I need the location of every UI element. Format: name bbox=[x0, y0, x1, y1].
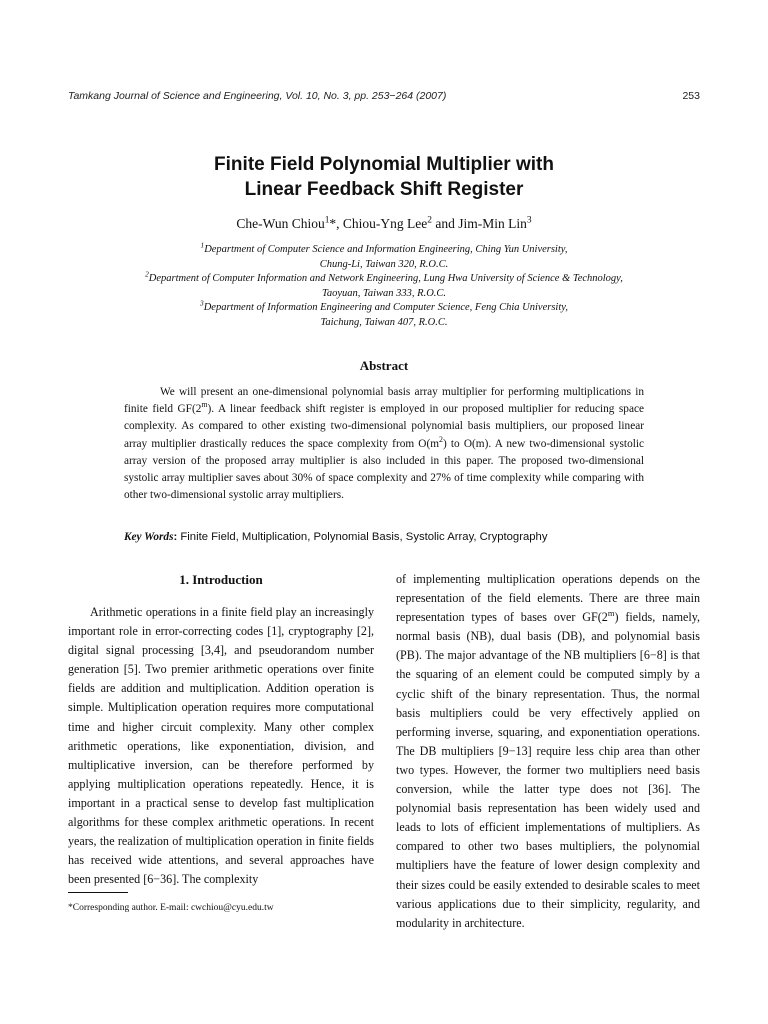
affiliation-3 bbox=[0, 298, 768, 316]
keywords-label: Key Words bbox=[124, 531, 174, 543]
keywords-text: Finite Field, Multiplication, Polynomial Basis, Systolic Array, Cryptography bbox=[180, 531, 548, 543]
right-column bbox=[396, 570, 700, 933]
abstract-heading: Abstract bbox=[359, 358, 409, 373]
abstract-text-3: ) to O(m). A new two-dimensional systolic array version of the proposed array multiplier is also included in this paper. The proposed two-dimensional systolic array multiplier saves about 30% of space complexity and 27% of time complexity while comparing with other two-dimensional systolic array multipliers. bbox=[124, 437, 645, 502]
author-1: Che-Wun Chiou bbox=[236, 216, 325, 231]
corresponding-author-footnote: *Corresponding author. E-mail: cwchiou@cyu.edu.tw bbox=[68, 903, 274, 913]
title-line-2: Linear Feedback Shift Register bbox=[244, 179, 524, 200]
affiliation-1-line-1: Department of Computer Science and Information Engineering, Ching Yun University, bbox=[204, 244, 568, 255]
journal-citation: Tamkang Journal of Science and Engineering, Vol. 10, No. 3, pp. 253−264 (2007) bbox=[68, 90, 447, 102]
author-1-affil: 1 bbox=[324, 215, 330, 226]
author-3-affil: 3 bbox=[526, 215, 532, 226]
affiliations bbox=[0, 240, 768, 330]
abstract-text-2: ). A linear feedback shift register is employed in our proposed multiplier for reducing space complexity. As compared to other existing two-dimensional polynomial basis multipliers, our proposed linear array multiplier drastically reduces the space complexity from O(m bbox=[124, 403, 644, 450]
affiliation-2-num: 2 bbox=[145, 269, 149, 279]
author-2-affil: 2 bbox=[427, 215, 432, 226]
abstract-sup-2: 2 bbox=[439, 434, 443, 444]
affiliation-2-line-2: Taoyuan, Taiwan 333, R.O.C. bbox=[321, 287, 447, 299]
abstract-sup-1: m bbox=[201, 400, 208, 410]
paper-title bbox=[0, 152, 768, 202]
abstract-text-1: We will present an one-dimensional polynomial basis array multiplier for performing multiplications in finite field GF(2 bbox=[124, 386, 644, 416]
author-sep: and bbox=[432, 216, 459, 231]
author-2: Chiou-Yng Lee bbox=[342, 216, 428, 231]
section-heading-introduction: 1. Introduction bbox=[179, 572, 263, 587]
abstract-body bbox=[124, 384, 644, 504]
intro-paragraph-continued bbox=[396, 570, 700, 933]
footnote-rule bbox=[68, 892, 128, 893]
author-list bbox=[0, 216, 768, 232]
intro-paragraph-1: Arithmetic operations in a finite field play an increasingly important role in error-correcting codes [1], cryptography [2], digital signal processing [3,4], and pseudorandom number generation [5]. Two premier arithmetic operations over finite fields are addition and multiplication. Addition operation is simple. Multiplication operation requires more computational time and higher circuit complexity. Many other complex arithmetic operations, like exponentiation, division, and multiplicative inversion, can be therefore performed by applying multiplication operations repeatedly. Hence, it is important in a practical sense to develop fast multiplication algorithms for these complex arithmetic operations. In recent years, the realization of multiplication operation in finite fields has received wide attentions, and several approaches have been presented [6−36]. The complexity bbox=[68, 605, 374, 887]
running-header bbox=[68, 90, 700, 102]
author-3: Jim-Min Lin bbox=[458, 216, 527, 231]
affiliation-1 bbox=[0, 240, 768, 258]
intro-text-a: of implementing multiplication operations depends on the representation of the field elements. There are three main representation types of bases over GF(2 bbox=[396, 572, 700, 625]
affiliation-3-line-1: Department of Information Engineering and Computer Science, Feng Chia University, bbox=[203, 302, 568, 313]
keywords bbox=[124, 531, 684, 543]
affiliation-1-line-2: Chung-Li, Taiwan 320, R.O.C. bbox=[319, 258, 449, 270]
affiliation-3-line-2: Taichung, Taiwan 407, R.O.C. bbox=[320, 316, 448, 328]
affiliation-1-num: 1 bbox=[200, 240, 205, 250]
author-1-mark: *, bbox=[329, 216, 343, 231]
abstract-paragraph bbox=[124, 384, 644, 504]
intro-text-b: ) fields, namely, normal basis (NB), dual basis (DB), and polynomial basis (PB). The major advantage of the NB multipliers [6−8] is that the squaring of an element could be computed simply by a cyclic shift of the binary representation. Thus, the normal basis multipliers could be very effectively applied on performing inverse, squaring, and exponentiation operations. The DB multipliers [9−13] require less chip area than other two types. However, the former two multipliers need basis conversion, while the latter type does not [36]. The polynomial basis representation has been widely used and leads to lots of efficient implementations of multipliers. As compared to other two bases multipliers, the polynomial multipliers have the feature of lower design complexity and their sizes could be easily extended to desirable scales to meet various applications due to their simplicity, regularity, and modularity in architecture. bbox=[396, 610, 700, 930]
affiliation-2 bbox=[0, 269, 768, 287]
page-number: 253 bbox=[682, 90, 700, 102]
keywords-colon: : bbox=[173, 531, 181, 543]
affiliation-2-line-1: Department of Computer Information and Network Engineering, Lung Hwa University of Science & Technology, bbox=[148, 273, 623, 284]
intro-sup: m bbox=[607, 608, 615, 619]
title-line-1: Finite Field Polynomial Multiplier with bbox=[214, 154, 554, 175]
affiliation-3-num: 3 bbox=[200, 298, 204, 308]
left-column bbox=[68, 570, 374, 889]
